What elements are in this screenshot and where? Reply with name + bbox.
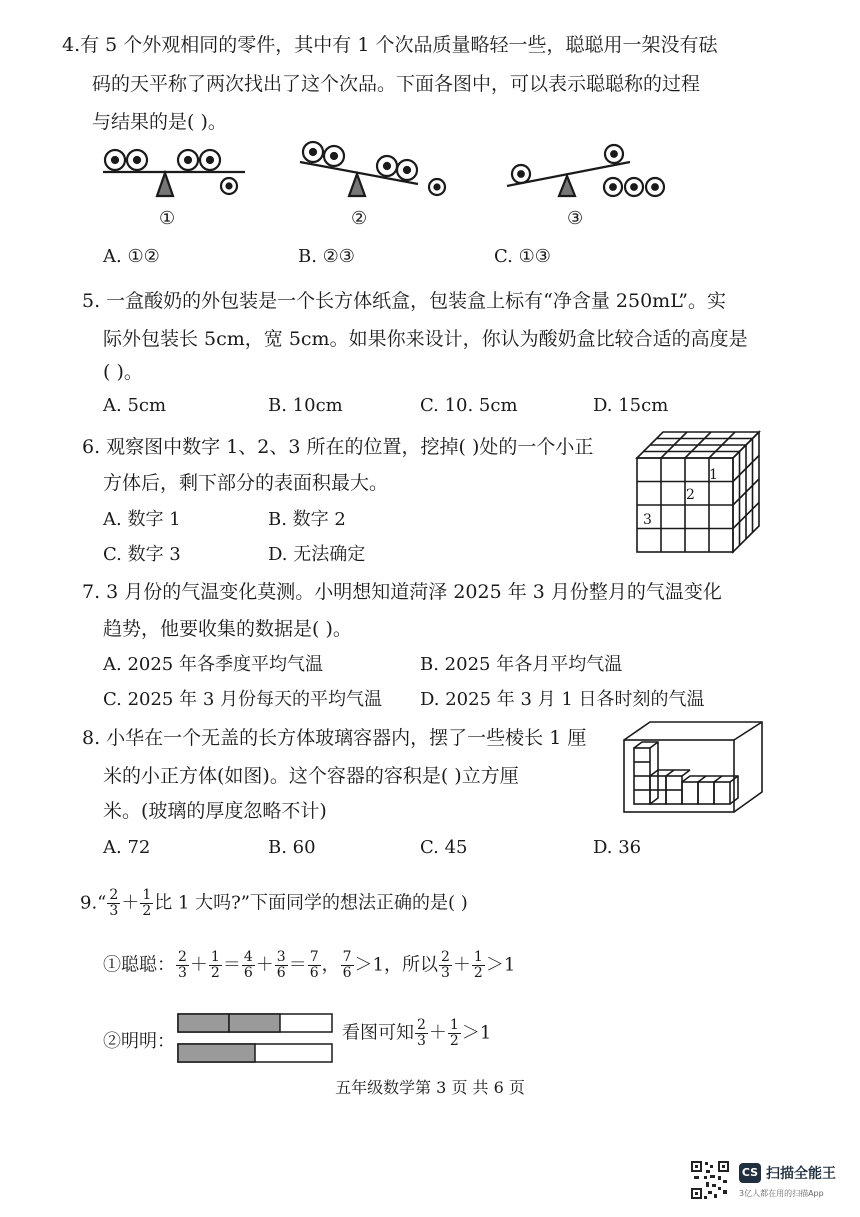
q8-option-b: B. 60 — [268, 837, 316, 858]
q8-line3: 米。(玻璃的厚度忽略不计) — [103, 800, 327, 822]
frac-numerator: 1 — [142, 887, 152, 903]
q5-option-b: B. 10cm — [268, 395, 343, 416]
frac-denominator: 3 — [178, 965, 187, 981]
plus-sign: ＋ — [189, 954, 208, 976]
cube-figure — [633, 428, 763, 558]
frac-numerator: 2 — [440, 949, 450, 965]
frac-denominator: 6 — [342, 965, 352, 981]
plus-sign: ＋ — [255, 954, 274, 976]
fig-label-3: ③ — [567, 208, 584, 229]
balance-figure-2 — [300, 142, 445, 196]
frac-numerator: 1 — [449, 1017, 459, 1033]
frac-denominator: 2 — [142, 903, 152, 919]
q6-line2: 方体后，剩下部分的表面积最大。 — [103, 472, 389, 494]
frac-denominator: 6 — [243, 965, 253, 981]
frac-numerator: 7 — [309, 949, 319, 965]
balance-figures — [95, 138, 675, 233]
q9-mingming-line — [342, 1018, 491, 1049]
scanner-logo — [739, 1163, 761, 1183]
q7-option-c: C. 2025 年 3 月份每天的平均气温 — [103, 689, 382, 710]
q6-option-a: A. 数字 1 — [103, 509, 181, 530]
frac-numerator: 2 — [109, 887, 119, 903]
frac-numerator: 2 — [417, 1017, 426, 1033]
frac-numerator: 4 — [243, 949, 253, 965]
frac-numerator: 2 — [178, 949, 187, 965]
mingming-text: 看图可知 — [342, 1022, 414, 1044]
frac-denominator: 6 — [309, 965, 319, 981]
frac-numerator: 1 — [473, 949, 483, 965]
q6-option-c: C. 数字 3 — [103, 544, 181, 565]
mingming-label: ②明明： — [103, 1031, 175, 1052]
container-figure — [620, 718, 770, 818]
frac-denominator: 2 — [449, 1033, 459, 1049]
qr-code-icon — [690, 1160, 730, 1200]
fraction — [242, 950, 255, 981]
frac-numerator: 1 — [210, 949, 220, 965]
plus-sign: ＋ — [121, 892, 140, 914]
fraction — [176, 950, 189, 981]
balance-figure-3 — [507, 145, 664, 196]
separator: ， — [321, 954, 340, 976]
congcong-label: ①聪聪： — [103, 954, 175, 976]
frac-denominator: 3 — [440, 965, 450, 981]
q7-line1: 7. 3 月份的气温变化莫测。小明想知道菏泽 2025 年 3 月份整月的气温变化 — [82, 581, 722, 603]
q7-option-b: B. 2025 年各月平均气温 — [420, 654, 623, 675]
q4-line3: 与结果的是( )。 — [92, 111, 227, 133]
equals-sign: ＝ — [222, 954, 241, 976]
q6-option-b: B. 数字 2 — [268, 509, 346, 530]
frac-denominator: 2 — [210, 965, 220, 981]
fraction — [308, 950, 321, 981]
mingming-gt: ＞1 — [461, 1022, 492, 1044]
q5-line1: 5. 一盒酸奶的外包装是一个长方体纸盒，包装盒上标有“净含量 250mL”。实 — [82, 290, 726, 312]
fraction — [209, 950, 222, 981]
q5-line3: ( )。 — [103, 361, 143, 383]
scanner-logo-text: CS — [741, 1166, 759, 1179]
q8-line2: 米的小正方体(如图)。这个容器的容积是( )立方厘 — [103, 765, 519, 787]
q7-option-d: D. 2025 年 3 月 1 日各时刻的气温 — [420, 689, 705, 710]
q7-option-a: A. 2025 年各季度平均气温 — [103, 654, 323, 675]
q4-line2: 码的天平称了两次找出了这个次品。下面各图中，可以表示聪聪称的过程 — [92, 73, 701, 95]
congcong-gt2: ＞1 — [485, 954, 516, 976]
q8-option-d: D. 36 — [593, 837, 642, 858]
q5-option-a: A. 5cm — [103, 395, 167, 416]
q5-line2: 际外包装长 5cm，宽 5cm。如果你来设计，你认为酸奶盒比较合适的高度是 — [103, 328, 748, 350]
q8-option-c: C. 45 — [420, 837, 468, 858]
frac-denominator: 3 — [109, 903, 119, 919]
q8-line1: 8. 小华在一个无盖的长方体玻璃容器内，摆了一些棱长 1 厘 — [82, 727, 587, 749]
q5-option-d: D. 15cm — [593, 395, 669, 416]
q9-suffix: 比 1 大吗?”下面同学的想法正确的是( ) — [154, 892, 468, 914]
q6-line1: 6. 观察图中数字 1、2、3 所在的位置，挖掉( )处的一个小正 — [82, 436, 594, 458]
q9-fraction-one-half — [140, 888, 153, 919]
q4-option-b: B. ②③ — [298, 246, 355, 267]
q4-line1: 4.有 5 个外观相同的零件，其中有 1 个次品质量略轻一些，聪聪用一架没有砝 — [62, 34, 718, 56]
cube-label-1: 1 — [709, 467, 718, 483]
q7-line2: 趋势，他要收集的数据是( )。 — [103, 618, 352, 640]
page-footer: 五年级数学第 3 页 共 6 页 — [335, 1078, 525, 1097]
q8-option-a: A. 72 — [103, 837, 151, 858]
frac-denominator: 6 — [276, 965, 286, 981]
fraction — [472, 950, 485, 981]
plus-sign: ＋ — [428, 1022, 447, 1044]
fraction — [439, 950, 452, 981]
scanner-tagline: 3亿人都在用的扫描App — [739, 1189, 824, 1198]
fig-label-2: ② — [351, 208, 368, 229]
q9-prefix: 9.“ — [80, 892, 107, 914]
frac-numerator: 3 — [276, 949, 286, 965]
frac-denominator: 2 — [473, 965, 483, 981]
q4-option-a: A. ①② — [103, 246, 160, 267]
fraction — [415, 1018, 428, 1049]
fraction — [341, 950, 354, 981]
fraction-bars — [176, 1012, 336, 1068]
cube-label-3: 3 — [643, 512, 652, 528]
q5-option-c: C. 10. 5cm — [420, 395, 518, 416]
fraction — [448, 1018, 461, 1049]
q9-question — [80, 888, 468, 919]
plus-sign: ＋ — [452, 954, 471, 976]
frac-denominator: 3 — [417, 1033, 426, 1049]
congcong-gt1: ＞1，所以 — [354, 954, 438, 976]
frac-numerator: 7 — [342, 949, 352, 965]
fig-label-1: ① — [159, 208, 176, 229]
fraction — [275, 950, 288, 981]
q6-option-d: D. 无法确定 — [268, 544, 366, 565]
cube-label-2: 2 — [686, 487, 695, 503]
equals-sign: ＝ — [288, 954, 307, 976]
q9-congcong-line — [103, 950, 515, 981]
scanner-name: 扫描全能王 — [766, 1166, 836, 1182]
balance-figure-1 — [103, 150, 245, 196]
q4-option-c: C. ①③ — [494, 246, 551, 267]
q9-fraction-two-thirds — [107, 888, 120, 919]
